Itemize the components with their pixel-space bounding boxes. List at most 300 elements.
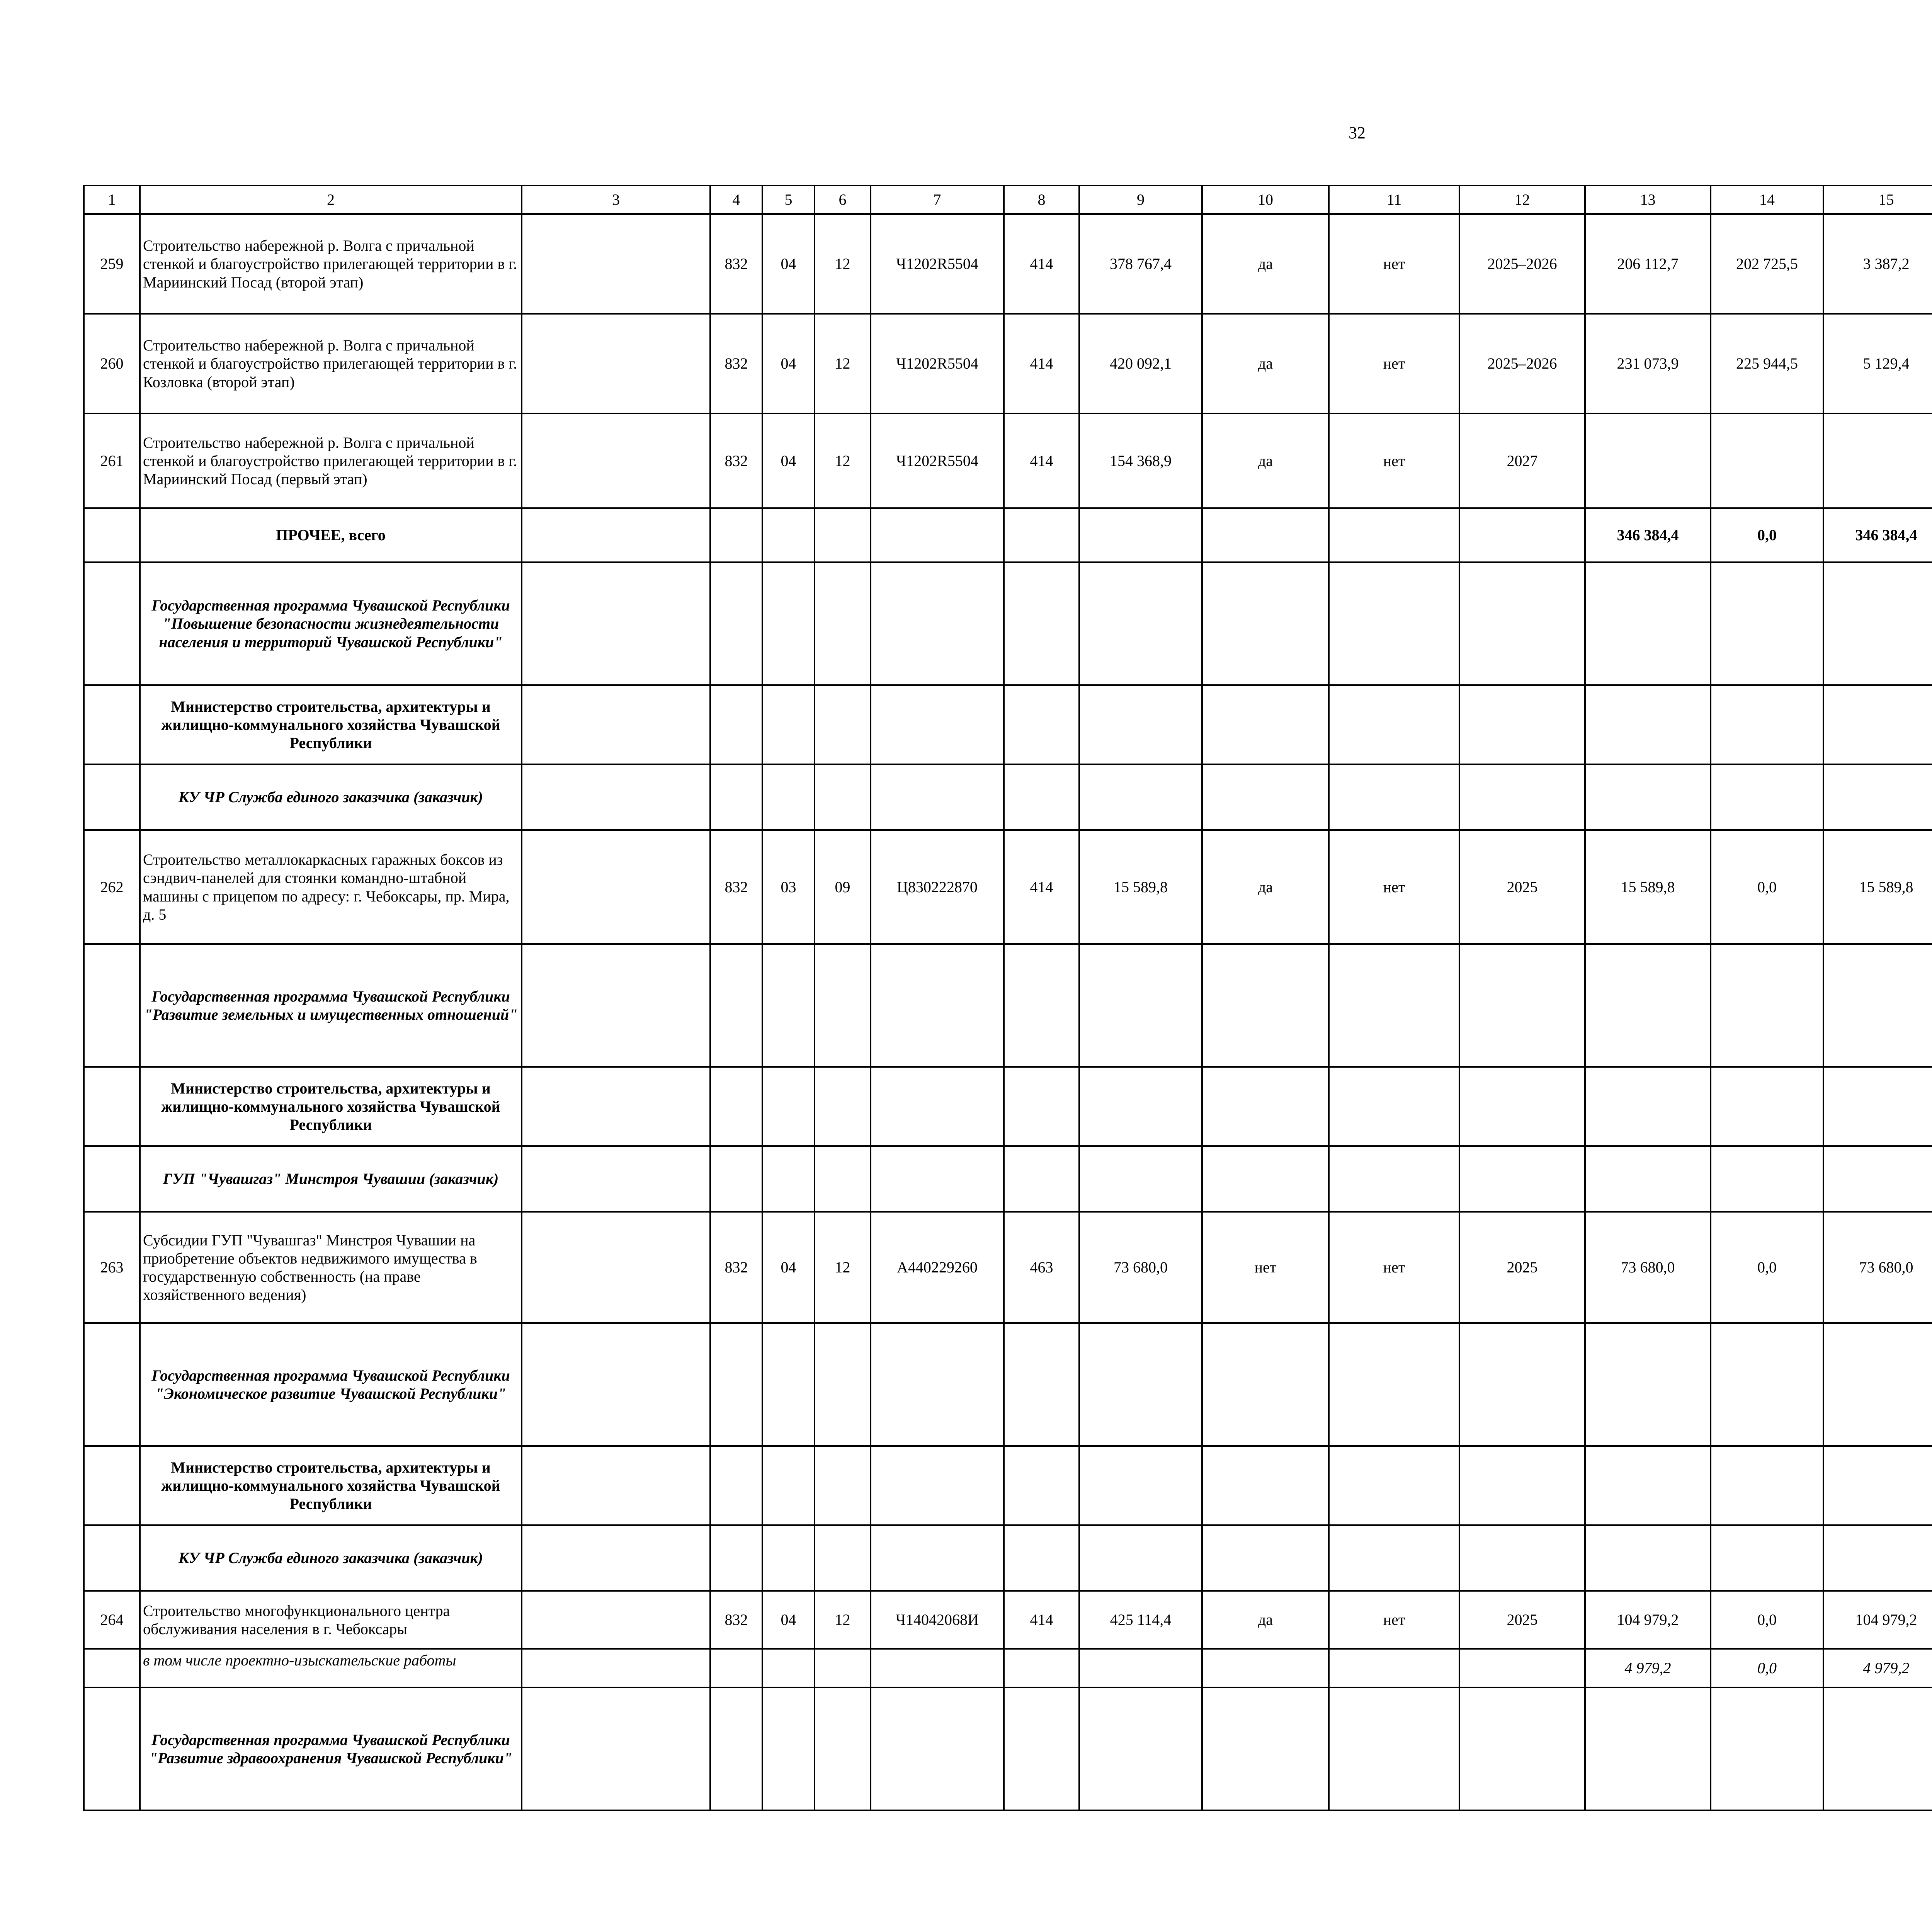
value-cell <box>1202 1146 1329 1212</box>
value-cell <box>1459 764 1585 830</box>
row-number-cell <box>84 764 140 830</box>
column-header: 13 <box>1585 185 1711 214</box>
column-header: 12 <box>1459 185 1585 214</box>
value-cell <box>522 1323 710 1446</box>
value-cell <box>1585 1146 1711 1212</box>
table-row <box>84 1591 1932 1649</box>
value-cell <box>1079 1323 1202 1446</box>
value-cell <box>815 1146 871 1212</box>
customer-heading <box>84 1146 1932 1212</box>
value-cell <box>762 562 815 685</box>
value-cell <box>871 1067 1004 1146</box>
value-cell <box>1329 1067 1459 1146</box>
value-cell: 0,0 <box>1711 508 1823 562</box>
value-cell <box>522 314 710 413</box>
value-cell: 414 <box>1004 413 1079 508</box>
row-number-cell <box>84 508 140 562</box>
value-cell: 154 368,9 <box>1079 413 1202 508</box>
row-number-cell <box>84 685 140 764</box>
value-cell <box>1711 944 1823 1067</box>
value-cell <box>871 1525 1004 1591</box>
value-cell <box>871 1146 1004 1212</box>
value-cell: да <box>1202 830 1329 944</box>
value-cell: 03 <box>762 830 815 944</box>
column-header: 6 <box>815 185 871 214</box>
budget-table <box>83 185 1932 1811</box>
column-header: 7 <box>871 185 1004 214</box>
value-cell <box>1079 1525 1202 1591</box>
value-cell: 104 979,2 <box>1823 1591 1932 1649</box>
row-number-cell <box>84 1649 140 1687</box>
customer-heading <box>84 1525 1932 1591</box>
value-cell: 832 <box>710 1212 762 1323</box>
value-cell <box>710 944 762 1067</box>
note-label-cell: в том числе проектно-изыскательские работы <box>140 1649 522 1687</box>
object-name-cell: Строительство многофункционального центра обслуживания населения в г. Чебоксары <box>140 1591 522 1649</box>
value-cell: 4 979,2 <box>1585 1649 1711 1687</box>
value-cell: 15 589,8 <box>1585 830 1711 944</box>
value-cell: да <box>1202 1591 1329 1649</box>
value-cell <box>1079 1067 1202 1146</box>
value-cell: 378 767,4 <box>1079 214 1202 314</box>
value-cell <box>871 764 1004 830</box>
value-cell: 414 <box>1004 1591 1079 1649</box>
value-cell <box>762 1687 815 1810</box>
value-cell: 15 589,8 <box>1823 830 1932 944</box>
value-cell <box>762 508 815 562</box>
value-cell: 12 <box>815 214 871 314</box>
value-cell <box>1004 1446 1079 1525</box>
value-cell <box>1711 1146 1823 1212</box>
value-cell <box>1329 1446 1459 1525</box>
value-cell: 04 <box>762 1212 815 1323</box>
value-cell <box>1459 508 1585 562</box>
value-cell: 04 <box>762 1591 815 1649</box>
value-cell <box>1004 1146 1079 1212</box>
value-cell: 463 <box>1004 1212 1079 1323</box>
value-cell: 231 073,9 <box>1585 314 1711 413</box>
value-cell <box>1004 562 1079 685</box>
value-cell: нет <box>1329 1212 1459 1323</box>
value-cell: 15 589,8 <box>1079 830 1202 944</box>
value-cell <box>522 214 710 314</box>
table-row <box>84 1212 1932 1323</box>
program-name-cell: Государственная программа Чувашской Республики "Развитие земельных и имущественных отношений" <box>140 944 522 1067</box>
value-cell <box>522 1649 710 1687</box>
value-cell <box>1459 1446 1585 1525</box>
value-cell <box>762 1323 815 1446</box>
value-cell: 04 <box>762 214 815 314</box>
value-cell <box>1004 1649 1079 1687</box>
value-cell <box>1329 1687 1459 1810</box>
value-cell <box>762 764 815 830</box>
value-cell <box>1823 562 1932 685</box>
value-cell <box>762 1446 815 1525</box>
value-cell <box>871 685 1004 764</box>
column-header: 11 <box>1329 185 1459 214</box>
value-cell <box>1585 1446 1711 1525</box>
row-number-cell <box>84 1146 140 1212</box>
value-cell: 414 <box>1004 214 1079 314</box>
value-cell <box>1329 562 1459 685</box>
value-cell <box>1711 1323 1823 1446</box>
row-number-cell: 262 <box>84 830 140 944</box>
value-cell <box>1004 508 1079 562</box>
value-cell <box>1459 1323 1585 1446</box>
value-cell: 0,0 <box>1711 1649 1823 1687</box>
value-cell: 425 114,4 <box>1079 1591 1202 1649</box>
value-cell: 2025 <box>1459 1212 1585 1323</box>
column-header: 3 <box>522 185 710 214</box>
page-number: 32 <box>1349 123 1366 142</box>
value-cell <box>762 685 815 764</box>
row-number-cell <box>84 1323 140 1446</box>
ministry-name-cell: Министерство строительства, архитектуры и жилищно-коммунального хозяйства Чувашской Республики <box>140 1446 522 1525</box>
value-cell: да <box>1202 314 1329 413</box>
value-cell <box>1823 1146 1932 1212</box>
value-cell: 104 979,2 <box>1585 1591 1711 1649</box>
value-cell <box>871 508 1004 562</box>
ministry-name-cell: Министерство строительства, архитектуры и жилищно-коммунального хозяйства Чувашской Республики <box>140 685 522 764</box>
value-cell <box>1004 685 1079 764</box>
value-cell: 0,0 <box>1711 830 1823 944</box>
value-cell <box>1329 764 1459 830</box>
value-cell <box>1823 1323 1932 1446</box>
row-number-cell: 264 <box>84 1591 140 1649</box>
value-cell <box>522 944 710 1067</box>
value-cell <box>1711 1525 1823 1591</box>
value-cell: Ч1202R5504 <box>871 413 1004 508</box>
object-name-cell: Строительство набережной р. Волга с причальной стенкой и благоустройство прилегающей территории в г. Мариинский Посад (второй этап) <box>140 214 522 314</box>
value-cell <box>762 944 815 1067</box>
row-number-cell <box>84 944 140 1067</box>
value-cell <box>762 1649 815 1687</box>
value-cell <box>1459 944 1585 1067</box>
value-cell <box>1823 685 1932 764</box>
value-cell <box>871 944 1004 1067</box>
value-cell <box>522 685 710 764</box>
row-number-cell <box>84 1446 140 1525</box>
value-cell <box>1329 508 1459 562</box>
value-cell <box>1585 1067 1711 1146</box>
value-cell <box>1202 685 1329 764</box>
value-cell: 4 979,2 <box>1823 1649 1932 1687</box>
value-cell <box>1004 944 1079 1067</box>
value-cell: 832 <box>710 1591 762 1649</box>
value-cell <box>1459 1146 1585 1212</box>
value-cell <box>1329 1323 1459 1446</box>
value-cell: 2025 <box>1459 830 1585 944</box>
value-cell <box>710 1067 762 1146</box>
value-cell <box>1079 1687 1202 1810</box>
value-cell <box>710 685 762 764</box>
value-cell <box>710 764 762 830</box>
value-cell: Ч1202R5504 <box>871 314 1004 413</box>
value-cell <box>1823 764 1932 830</box>
program-heading <box>84 562 1932 685</box>
value-cell <box>815 685 871 764</box>
program-name-cell: Государственная программа Чувашской Республики "Повышение безопасности жизнедеятельности населения и территорий Чувашской Республики" <box>140 562 522 685</box>
row-number-cell: 259 <box>84 214 140 314</box>
value-cell <box>1202 1525 1329 1591</box>
value-cell <box>522 1591 710 1649</box>
value-cell <box>1711 1067 1823 1146</box>
value-cell <box>1711 1687 1823 1810</box>
value-cell: 09 <box>815 830 871 944</box>
value-cell: 2025–2026 <box>1459 314 1585 413</box>
value-cell: 832 <box>710 314 762 413</box>
value-cell <box>1823 1446 1932 1525</box>
value-cell: 832 <box>710 413 762 508</box>
value-cell <box>1004 1525 1079 1591</box>
value-cell <box>1585 562 1711 685</box>
value-cell: 0,0 <box>1711 1212 1823 1323</box>
value-cell: Ц830222870 <box>871 830 1004 944</box>
object-name-cell: Субсидии ГУП "Чувашгаз" Минстроя Чувашии на приобретение объектов недвижимого имущества в государственную собственность (на праве хозяйственного ведения) <box>140 1212 522 1323</box>
value-cell <box>1585 413 1711 508</box>
column-header: 5 <box>762 185 815 214</box>
value-cell <box>710 1525 762 1591</box>
value-cell: 2025 <box>1459 1591 1585 1649</box>
object-name-cell: Строительство набережной р. Волга с причальной стенкой и благоустройство прилегающей территории в г. Мариинский Посад (первый этап) <box>140 413 522 508</box>
row-number-cell: 260 <box>84 314 140 413</box>
value-cell: нет <box>1202 1212 1329 1323</box>
value-cell <box>1202 1067 1329 1146</box>
value-cell <box>1004 1323 1079 1446</box>
value-cell <box>1711 685 1823 764</box>
value-cell: 12 <box>815 314 871 413</box>
column-header: 14 <box>1711 185 1823 214</box>
value-cell <box>1459 1649 1585 1687</box>
value-cell <box>1823 1525 1932 1591</box>
value-cell <box>1585 764 1711 830</box>
value-cell: 2027 <box>1459 413 1585 508</box>
value-cell <box>1202 508 1329 562</box>
row-number-cell <box>84 1067 140 1146</box>
customer-name-cell: КУ ЧР Служба единого заказчика (заказчик) <box>140 1525 522 1591</box>
ministry-name-cell: Министерство строительства, архитектуры и жилищно-коммунального хозяйства Чувашской Республики <box>140 1067 522 1146</box>
value-cell <box>1585 1323 1711 1446</box>
row-number-cell: 261 <box>84 413 140 508</box>
value-cell: 12 <box>815 1212 871 1323</box>
value-cell: 12 <box>815 413 871 508</box>
customer-name-cell: ГУП "Чувашгаз" Минстроя Чувашии (заказчик) <box>140 1146 522 1212</box>
object-name-cell: Строительство металлокаркасных гаражных боксов из сэндвич-панелей для стоянки командно-штабной машины с прицепом по адресу: г. Чебоксары, пр. Мира, д. 5 <box>140 830 522 944</box>
value-cell: 0,0 <box>1711 1591 1823 1649</box>
value-cell <box>1823 944 1932 1067</box>
value-cell: 206 112,7 <box>1585 214 1711 314</box>
ministry-heading <box>84 1446 1932 1525</box>
value-cell: 832 <box>710 214 762 314</box>
value-cell <box>762 1067 815 1146</box>
program-name-cell: Государственная программа Чувашской Республики "Развитие здравоохранения Чувашской Республики" <box>140 1687 522 1810</box>
value-cell <box>1329 944 1459 1067</box>
value-cell: да <box>1202 413 1329 508</box>
value-cell: 346 384,4 <box>1823 508 1932 562</box>
value-cell <box>1202 944 1329 1067</box>
program-heading <box>84 1323 1932 1446</box>
value-cell <box>1329 1525 1459 1591</box>
value-cell: 04 <box>762 314 815 413</box>
value-cell: А440229260 <box>871 1212 1004 1323</box>
table-row <box>84 413 1932 508</box>
value-cell: 414 <box>1004 314 1079 413</box>
value-cell <box>522 508 710 562</box>
value-cell: 225 944,5 <box>1711 314 1823 413</box>
value-cell <box>815 764 871 830</box>
value-cell: нет <box>1329 1591 1459 1649</box>
value-cell <box>1202 1323 1329 1446</box>
value-cell <box>1459 1687 1585 1810</box>
value-cell <box>871 1446 1004 1525</box>
note-row <box>84 1649 1932 1687</box>
value-cell <box>762 1146 815 1212</box>
value-cell: 3 387,2 <box>1823 214 1932 314</box>
program-heading <box>84 944 1932 1067</box>
value-cell <box>1329 1649 1459 1687</box>
value-cell <box>522 764 710 830</box>
value-cell <box>1004 1067 1079 1146</box>
total-label-cell: ПРОЧЕЕ, всего <box>140 508 522 562</box>
table-body <box>84 185 1932 1810</box>
value-cell <box>1711 562 1823 685</box>
value-cell <box>1004 764 1079 830</box>
value-cell <box>710 562 762 685</box>
value-cell <box>710 508 762 562</box>
column-header: 2 <box>140 185 522 214</box>
value-cell <box>522 562 710 685</box>
value-cell: 12 <box>815 1591 871 1649</box>
value-cell <box>1711 764 1823 830</box>
value-cell <box>1202 764 1329 830</box>
value-cell <box>871 1323 1004 1446</box>
object-name-cell: Строительство набережной р. Волга с причальной стенкой и благоустройство прилегающей территории в г. Козловка (второй этап) <box>140 314 522 413</box>
value-cell: 346 384,4 <box>1585 508 1711 562</box>
column-header: 15 <box>1823 185 1932 214</box>
value-cell <box>815 1067 871 1146</box>
value-cell <box>1079 764 1202 830</box>
value-cell <box>1079 562 1202 685</box>
customer-name-cell: КУ ЧР Служба единого заказчика (заказчик) <box>140 764 522 830</box>
value-cell <box>710 1446 762 1525</box>
column-number-row <box>84 185 1932 214</box>
value-cell <box>1459 1525 1585 1591</box>
value-cell <box>1202 1649 1329 1687</box>
value-cell <box>815 1525 871 1591</box>
value-cell: 832 <box>710 830 762 944</box>
value-cell <box>871 562 1004 685</box>
value-cell <box>522 1146 710 1212</box>
value-cell <box>871 1649 1004 1687</box>
table-row <box>84 314 1932 413</box>
value-cell <box>1711 1446 1823 1525</box>
value-cell: 73 680,0 <box>1079 1212 1202 1323</box>
value-cell <box>1823 413 1932 508</box>
value-cell <box>1004 1687 1079 1810</box>
program-name-cell: Государственная программа Чувашской Республики "Экономическое развитие Чувашской Республики" <box>140 1323 522 1446</box>
value-cell <box>1711 413 1823 508</box>
value-cell <box>1585 1687 1711 1810</box>
program-heading <box>84 1687 1932 1810</box>
value-cell <box>1459 685 1585 764</box>
value-cell <box>1459 1067 1585 1146</box>
value-cell <box>1079 1649 1202 1687</box>
value-cell: 73 680,0 <box>1823 1212 1932 1323</box>
value-cell <box>815 508 871 562</box>
row-number-cell <box>84 562 140 685</box>
value-cell <box>1079 944 1202 1067</box>
value-cell: 04 <box>762 413 815 508</box>
value-cell <box>522 413 710 508</box>
column-header: 10 <box>1202 185 1329 214</box>
row-number-cell: 263 <box>84 1212 140 1323</box>
value-cell <box>710 1687 762 1810</box>
value-cell: нет <box>1329 214 1459 314</box>
value-cell: 414 <box>1004 830 1079 944</box>
value-cell <box>1202 562 1329 685</box>
value-cell <box>1202 1446 1329 1525</box>
ministry-heading <box>84 1067 1932 1146</box>
value-cell: 5 129,4 <box>1823 314 1932 413</box>
ministry-heading <box>84 685 1932 764</box>
value-cell <box>762 1525 815 1591</box>
value-cell: 2025–2026 <box>1459 214 1585 314</box>
table-row <box>84 214 1932 314</box>
value-cell <box>522 1525 710 1591</box>
value-cell <box>1585 944 1711 1067</box>
value-cell: да <box>1202 214 1329 314</box>
column-header: 9 <box>1079 185 1202 214</box>
column-header: 1 <box>84 185 140 214</box>
value-cell: Ч14042068И <box>871 1591 1004 1649</box>
value-cell: нет <box>1329 830 1459 944</box>
value-cell <box>815 1446 871 1525</box>
value-cell <box>1329 1146 1459 1212</box>
value-cell <box>815 944 871 1067</box>
column-header: 4 <box>710 185 762 214</box>
value-cell: нет <box>1329 314 1459 413</box>
value-cell <box>1079 685 1202 764</box>
value-cell <box>1079 508 1202 562</box>
value-cell <box>1823 1687 1932 1810</box>
value-cell: нет <box>1329 413 1459 508</box>
value-cell <box>1823 1067 1932 1146</box>
value-cell <box>1459 562 1585 685</box>
value-cell <box>1585 685 1711 764</box>
column-header: 8 <box>1004 185 1079 214</box>
value-cell <box>1079 1446 1202 1525</box>
value-cell <box>522 1687 710 1810</box>
value-cell <box>871 1687 1004 1810</box>
value-cell <box>710 1146 762 1212</box>
value-cell <box>1329 685 1459 764</box>
value-cell <box>815 1649 871 1687</box>
value-cell <box>710 1649 762 1687</box>
value-cell <box>815 562 871 685</box>
total-row <box>84 508 1932 562</box>
value-cell <box>522 1446 710 1525</box>
value-cell <box>1585 1525 1711 1591</box>
value-cell: 202 725,5 <box>1711 214 1823 314</box>
value-cell <box>1202 1687 1329 1810</box>
value-cell <box>815 1323 871 1446</box>
value-cell <box>1079 1146 1202 1212</box>
value-cell <box>522 830 710 944</box>
value-cell <box>815 1687 871 1810</box>
value-cell <box>522 1212 710 1323</box>
value-cell: 420 092,1 <box>1079 314 1202 413</box>
customer-heading <box>84 764 1932 830</box>
